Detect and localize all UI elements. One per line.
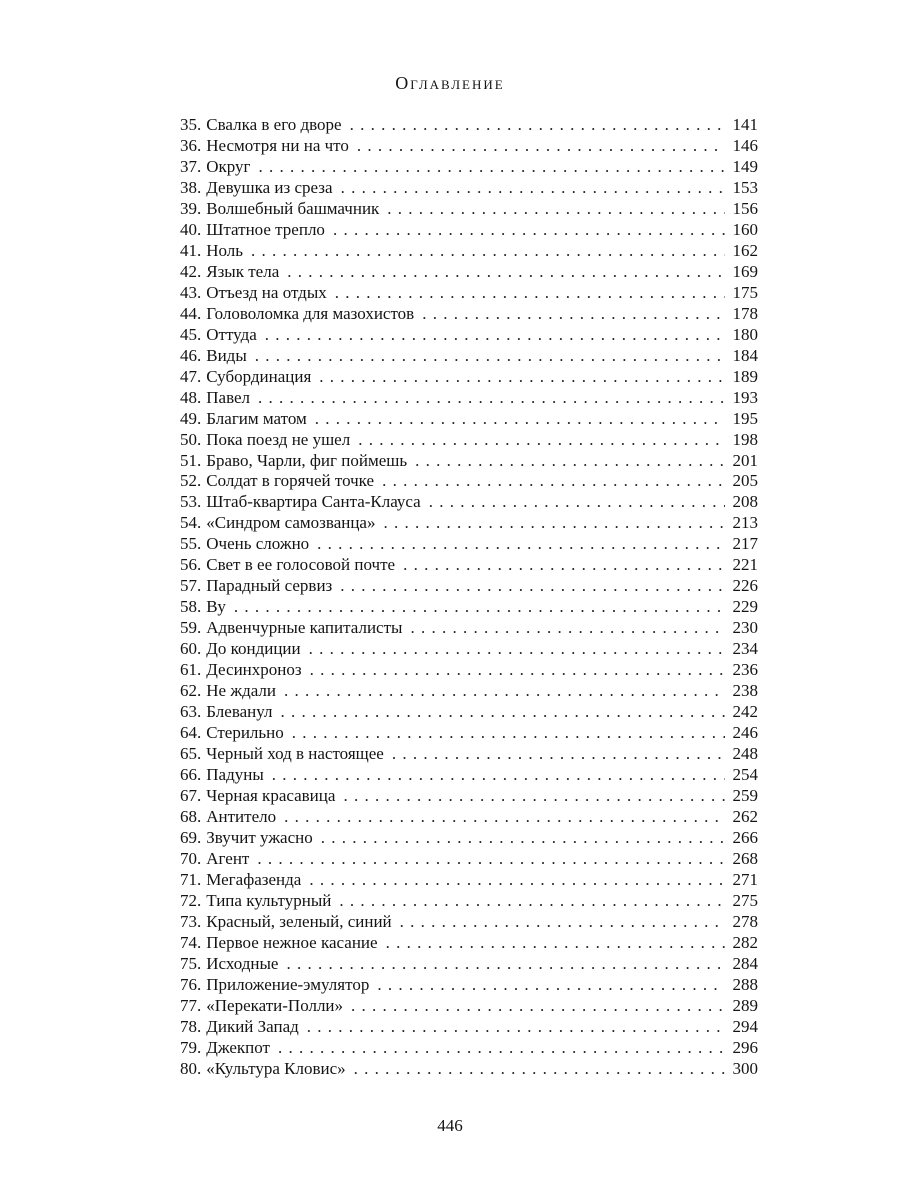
toc-entry-title: Ноль xyxy=(206,240,244,260)
toc-entry-title: Ву xyxy=(206,597,226,617)
toc-entry-title: Округ xyxy=(206,156,251,176)
toc-entry xyxy=(180,1059,758,1080)
toc-entry-page: 217 xyxy=(732,534,758,554)
toc-entry-number: 59. xyxy=(180,618,202,638)
toc-entry-page: 238 xyxy=(732,681,758,701)
toc-entry-title: Субординация xyxy=(206,366,312,386)
toc-dot-leader xyxy=(415,451,724,472)
toc-entry-page: 146 xyxy=(732,135,758,155)
toc-entry-title: Джекпот xyxy=(206,1037,270,1057)
toc-dot-leader xyxy=(319,367,724,388)
toc-entry-title: «Синдром самозванца» xyxy=(206,513,376,533)
toc-entry-number: 61. xyxy=(180,660,202,680)
toc-entry-page: 262 xyxy=(732,806,758,826)
toc-entry-title: Отъезд на отдых xyxy=(206,282,327,302)
toc-entry-page: 226 xyxy=(732,576,758,596)
toc-entry xyxy=(180,702,758,723)
toc-entry-title: Не ждали xyxy=(206,681,276,701)
toc-entry-title: Адвенчурные капиталисты xyxy=(206,618,403,638)
toc-entry-number: 57. xyxy=(180,576,202,596)
toc-entry xyxy=(180,912,758,933)
toc-dot-leader xyxy=(257,849,724,870)
toc-entry-page: 275 xyxy=(732,890,758,910)
toc-entry-title: Десинхроноз xyxy=(206,660,302,680)
toc-entry-number: 54. xyxy=(180,513,202,533)
toc-entry-page: 141 xyxy=(732,115,758,134)
toc-entry xyxy=(180,975,758,996)
toc-entry-number: 74. xyxy=(180,932,202,952)
toc-dot-leader xyxy=(292,723,725,744)
toc-entry xyxy=(180,325,758,346)
toc-entry xyxy=(180,262,758,283)
toc-entry xyxy=(180,451,758,472)
toc-entry-page: 242 xyxy=(732,702,758,722)
toc-entry-page: 208 xyxy=(732,492,758,512)
toc-entry-title: Черная красавица xyxy=(206,786,336,805)
toc-entry-page: 268 xyxy=(732,848,758,868)
toc-entry-number: 77. xyxy=(180,995,202,1015)
toc-dot-leader xyxy=(333,220,725,241)
toc-entry-page: 189 xyxy=(732,366,758,386)
toc-entry-title: Язык тела xyxy=(206,261,280,281)
toc-entry-page: 169 xyxy=(732,261,758,281)
toc-entry-page: 221 xyxy=(732,555,758,575)
toc-entry xyxy=(180,430,758,451)
toc-entry-page: 300 xyxy=(732,1058,758,1078)
toc-entry xyxy=(180,409,758,430)
toc-dot-leader xyxy=(335,283,725,304)
toc-entry-number: 64. xyxy=(180,723,202,743)
toc-entry-title: Звучит ужасно xyxy=(206,827,313,847)
toc-entry xyxy=(180,555,758,576)
toc-entry xyxy=(180,115,758,136)
toc-dot-leader xyxy=(341,178,725,199)
toc-entry xyxy=(180,576,758,597)
toc-entry xyxy=(180,933,758,954)
toc-dot-leader xyxy=(386,933,725,954)
toc-entry-number: 52. xyxy=(180,471,202,491)
toc-entry xyxy=(180,178,758,199)
table-of-contents xyxy=(180,115,758,1080)
toc-entry-number: 44. xyxy=(180,303,202,323)
toc-entry xyxy=(180,367,758,388)
toc-entry-page: 201 xyxy=(732,450,758,470)
toc-entry xyxy=(180,492,758,513)
toc-dot-leader xyxy=(339,891,724,912)
toc-entry-title: Типа культурный xyxy=(206,890,332,910)
toc-dot-leader xyxy=(258,388,724,409)
toc-entry-number: 45. xyxy=(180,324,202,344)
toc-dot-leader xyxy=(281,702,725,723)
toc-entry-number: 35. xyxy=(180,115,202,134)
toc-dot-leader xyxy=(272,765,725,786)
toc-entry-title: Браво, Чарли, фиг поймешь xyxy=(206,450,408,470)
toc-entry xyxy=(180,765,758,786)
toc-entry xyxy=(180,388,758,409)
toc-dot-leader xyxy=(357,136,725,157)
toc-entry xyxy=(180,513,758,534)
toc-dot-leader xyxy=(284,681,725,702)
page-heading: Оглавление xyxy=(395,73,505,93)
toc-entry-title: Стерильно xyxy=(206,723,284,743)
toc-entry-title: «Культура Кловис» xyxy=(206,1058,346,1078)
toc-entry-title: Штатное трепло xyxy=(206,219,325,239)
toc-dot-leader xyxy=(410,618,724,639)
toc-entry-page: 254 xyxy=(732,765,758,785)
toc-entry-page: 248 xyxy=(732,744,758,764)
toc-entry-title: Штаб-квартира Санта-Клауса xyxy=(206,492,421,512)
toc-dot-leader xyxy=(377,975,724,996)
toc-entry-page: 271 xyxy=(732,869,758,889)
toc-entry-page: 229 xyxy=(732,597,758,617)
toc-entry xyxy=(180,346,758,367)
toc-entry-number: 40. xyxy=(180,219,202,239)
toc-entry-number: 63. xyxy=(180,702,202,722)
toc-dot-leader xyxy=(315,409,725,430)
toc-entry-number: 50. xyxy=(180,429,202,449)
toc-entry-page: 162 xyxy=(732,240,758,260)
toc-entry-page: 288 xyxy=(732,974,758,994)
toc-entry-title: До кондиции xyxy=(206,639,301,659)
toc-entry xyxy=(180,199,758,220)
toc-entry-number: 51. xyxy=(180,450,202,470)
toc-entry-number: 39. xyxy=(180,198,202,218)
toc-entry-page: 278 xyxy=(732,911,758,931)
toc-entry xyxy=(180,283,758,304)
toc-entry-number: 75. xyxy=(180,953,202,973)
toc-entry-title: Несмотря ни на что xyxy=(206,135,349,155)
toc-entry xyxy=(180,660,758,681)
toc-entry-title: Красный, зеленый, синий xyxy=(206,911,392,931)
toc-entry xyxy=(180,681,758,702)
toc-entry xyxy=(180,534,758,555)
toc-entry-number: 41. xyxy=(180,240,202,260)
toc-dot-leader xyxy=(317,534,724,555)
toc-entry-number: 48. xyxy=(180,387,202,407)
toc-entry-number: 55. xyxy=(180,534,202,554)
toc-entry-title: Падуны xyxy=(206,765,264,785)
toc-entry-title: Свет в ее голосовой почте xyxy=(206,555,396,575)
toc-entry xyxy=(180,807,758,828)
toc-entry xyxy=(180,891,758,912)
toc-entry-number: 71. xyxy=(180,869,202,889)
toc-entry-title: Головоломка для мазохистов xyxy=(206,303,415,323)
toc-entry-title: Парадный сервиз xyxy=(206,576,333,596)
toc-entry xyxy=(180,157,758,178)
toc-entry-page: 246 xyxy=(732,723,758,743)
toc-dot-leader xyxy=(350,115,725,136)
toc-entry-title: Солдат в горячей точке xyxy=(206,471,375,491)
toc-entry-page: 230 xyxy=(732,618,758,638)
toc-entry xyxy=(180,744,758,765)
toc-entry-number: 38. xyxy=(180,177,202,197)
toc-dot-leader xyxy=(321,828,725,849)
toc-entry xyxy=(180,618,758,639)
toc-entry-page: 284 xyxy=(732,953,758,973)
toc-entry-number: 47. xyxy=(180,366,202,386)
toc-entry-number: 49. xyxy=(180,408,202,428)
toc-entry-page: 234 xyxy=(732,639,758,659)
toc-dot-leader xyxy=(265,325,725,346)
toc-entry-title: Агент xyxy=(206,848,250,868)
toc-entry-number: 67. xyxy=(180,786,202,805)
toc-entry-number: 80. xyxy=(180,1058,202,1078)
toc-entry-number: 62. xyxy=(180,681,202,701)
toc-entry-title: Исходные xyxy=(206,953,279,973)
toc-dot-leader xyxy=(259,157,725,178)
toc-dot-leader xyxy=(358,430,724,451)
toc-entry xyxy=(180,597,758,618)
toc-entry-page: 205 xyxy=(732,471,758,491)
toc-entry xyxy=(180,723,758,744)
toc-dot-leader xyxy=(343,786,724,807)
toc-entry-title: Блеванул xyxy=(206,702,273,722)
toc-entry-number: 79. xyxy=(180,1037,202,1057)
toc-dot-leader xyxy=(400,912,725,933)
toc-dot-leader xyxy=(382,471,724,492)
toc-entry-page: 213 xyxy=(732,513,758,533)
toc-dot-leader xyxy=(234,597,725,618)
toc-entry-title: Девушка из среза xyxy=(206,177,333,197)
toc-dot-leader xyxy=(354,1059,725,1080)
toc-entry-title: Черный ход в настоящее xyxy=(206,744,384,764)
toc-entry xyxy=(180,996,758,1017)
toc-entry-number: 46. xyxy=(180,345,202,365)
toc-entry xyxy=(180,954,758,975)
toc-entry-page: 153 xyxy=(732,177,758,197)
toc-entry-number: 68. xyxy=(180,806,202,826)
toc-entry-title: Антитело xyxy=(206,806,277,826)
toc-entry-title: Очень сложно xyxy=(206,534,310,554)
toc-entry xyxy=(180,1038,758,1059)
toc-dot-leader xyxy=(387,199,724,220)
toc-dot-leader xyxy=(429,492,725,513)
toc-entry-page: 236 xyxy=(732,660,758,680)
toc-dot-leader xyxy=(403,555,724,576)
toc-entry-page: 282 xyxy=(732,932,758,952)
toc-entry xyxy=(180,304,758,325)
toc-entry-page: 149 xyxy=(732,156,758,176)
toc-entry-number: 58. xyxy=(180,597,202,617)
toc-entry-page: 180 xyxy=(732,324,758,344)
toc-entry xyxy=(180,136,758,157)
toc-entry-page: 178 xyxy=(732,303,758,323)
toc-entry-number: 65. xyxy=(180,744,202,764)
toc-entry-number: 78. xyxy=(180,1016,202,1036)
toc-entry-title: Дикий Запад xyxy=(206,1016,299,1036)
toc-entry-title: Приложение-эмулятор xyxy=(206,974,370,994)
toc-entry xyxy=(180,1017,758,1038)
toc-entry-number: 76. xyxy=(180,974,202,994)
toc-entry-title: Оттуда xyxy=(206,324,257,344)
toc-dot-leader xyxy=(383,513,724,534)
toc-entry-page: 184 xyxy=(732,345,758,365)
toc-entry xyxy=(180,220,758,241)
toc-entry-number: 43. xyxy=(180,282,202,302)
toc-entry-page: 259 xyxy=(732,786,758,805)
toc-entry-page: 195 xyxy=(732,408,758,428)
toc-dot-leader xyxy=(340,576,724,597)
toc-entry xyxy=(180,786,758,807)
toc-entry-number: 37. xyxy=(180,156,202,176)
page-number: 446 xyxy=(437,1116,463,1135)
toc-entry-number: 53. xyxy=(180,492,202,512)
toc-entry-page: 294 xyxy=(732,1016,758,1036)
toc-entry-number: 36. xyxy=(180,135,202,155)
toc-entry-title: Волшебный башмачник xyxy=(206,198,380,218)
toc-entry-number: 72. xyxy=(180,890,202,910)
toc-entry-page: 289 xyxy=(732,995,758,1015)
toc-entry-number: 42. xyxy=(180,261,202,281)
toc-entry xyxy=(180,471,758,492)
toc-entry-number: 73. xyxy=(180,911,202,931)
toc-entry-title: Павел xyxy=(206,387,251,407)
toc-dot-leader xyxy=(307,1017,725,1038)
toc-entry xyxy=(180,870,758,891)
toc-dot-leader xyxy=(278,1038,725,1059)
toc-entry xyxy=(180,639,758,660)
toc-entry-number: 70. xyxy=(180,848,202,868)
toc-dot-leader xyxy=(422,304,724,325)
toc-entry-page: 198 xyxy=(732,429,758,449)
toc-entry-title: «Перекати-Полли» xyxy=(206,995,344,1015)
toc-dot-leader xyxy=(286,954,724,975)
toc-entry-page: 160 xyxy=(732,219,758,239)
toc-entry-title: Виды xyxy=(206,345,247,365)
toc-entry-page: 266 xyxy=(732,827,758,847)
toc-entry-page: 175 xyxy=(732,282,758,302)
toc-dot-leader xyxy=(309,639,725,660)
toc-dot-leader xyxy=(392,744,725,765)
toc-dot-leader xyxy=(309,870,724,891)
toc-entry xyxy=(180,849,758,870)
toc-entry-number: 69. xyxy=(180,827,202,847)
toc-entry-title: Свалка в его дворе xyxy=(206,115,342,134)
toc-dot-leader xyxy=(284,807,724,828)
toc-dot-leader xyxy=(251,241,724,262)
toc-dot-leader xyxy=(310,660,725,681)
toc-entry-number: 60. xyxy=(180,639,202,659)
toc-dot-leader xyxy=(351,996,724,1017)
toc-entry-number: 56. xyxy=(180,555,202,575)
toc-entry-title: Пока поезд не ушел xyxy=(206,429,351,449)
toc-entry xyxy=(180,241,758,262)
toc-entry-page: 193 xyxy=(732,387,758,407)
toc-entry-page: 296 xyxy=(732,1037,758,1057)
toc-dot-leader xyxy=(255,346,725,367)
toc-entry-title: Благим матом xyxy=(206,408,307,428)
toc-entry-page: 156 xyxy=(732,198,758,218)
toc-dot-leader xyxy=(287,262,724,283)
toc-entry xyxy=(180,828,758,849)
toc-entry-title: Мегафазенда xyxy=(206,869,302,889)
toc-entry-number: 66. xyxy=(180,765,202,785)
toc-entry-title: Первое нежное касание xyxy=(206,932,378,952)
